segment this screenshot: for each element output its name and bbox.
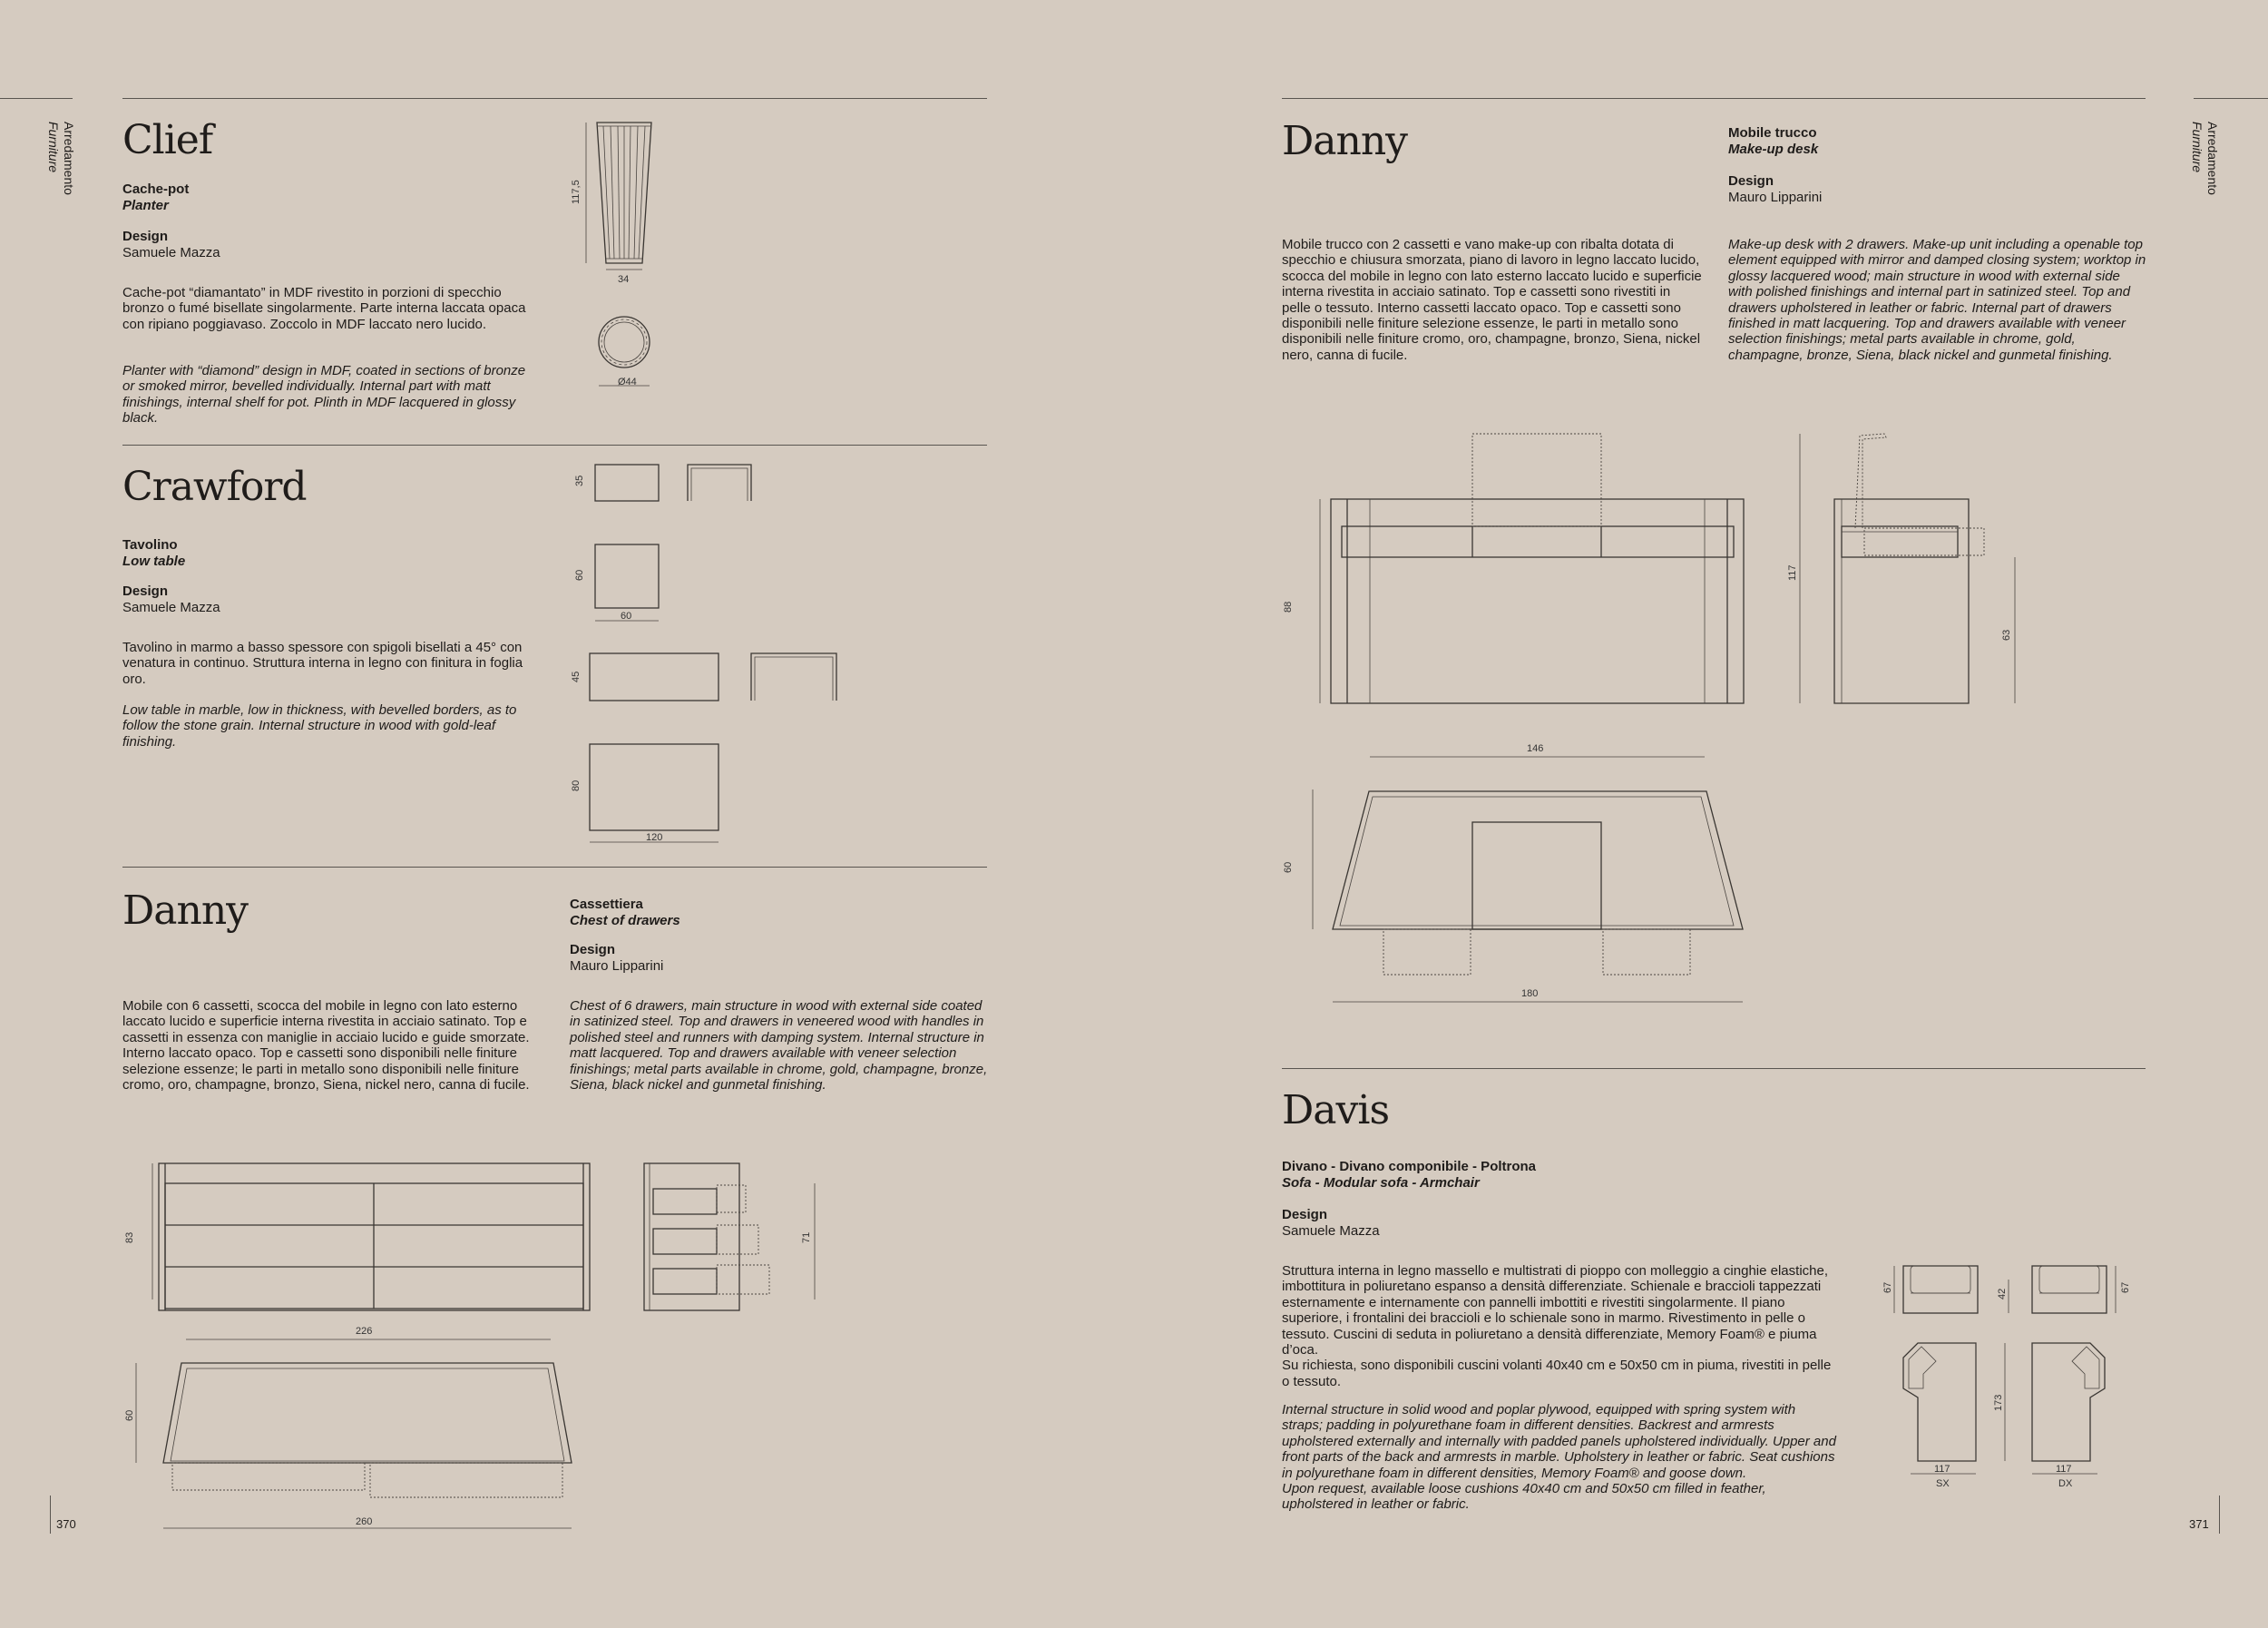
- davis-dx-label: DX: [2058, 1478, 2073, 1489]
- clief-plan: [599, 317, 650, 387]
- davis-desc-en-2: Upon request, available loose cushions 40x40 cm and 50x50 cm filled in feather, upholstered in leather or fabric.: [1282, 1481, 1766, 1513]
- clief-title: Clief: [122, 117, 213, 163]
- side-label-left: Arredamento Furniture: [46, 122, 76, 195]
- danny-desk-side-height-label: 63: [2001, 629, 2012, 641]
- danny-desk-width-label: 180: [1521, 988, 1539, 999]
- davis-desc-it-block: [1282, 1263, 1837, 1389]
- danny-desk-depth-label: 60: [1283, 861, 1294, 873]
- crawford-w1-label: 60: [621, 611, 632, 622]
- rule-crawford: [122, 445, 987, 446]
- danny-chest-height-label: 83: [124, 1231, 135, 1243]
- left-page-vline: [50, 1496, 51, 1534]
- crawford-title: Crawford: [122, 464, 307, 510]
- danny-chest-desc-it: Mobile con 6 cassetti, scocca del mobile in legno con lato esterno laccato lucido e superficie interna rivestita in acciaio satinato. Top e cassetti in essenza con maniglie in acciaio lucido e guide smorzate. Interno laccato opaco. Top e cassetti sono disponibili nelle finiture selezione essenze; le parti in metallo sono disponibili nelle finiture cromo, oro, champagne, bronzo, Siena, nickel nero, canna di fucile.: [122, 998, 530, 1094]
- davis-title: Davis: [1282, 1087, 1390, 1133]
- rule-davis: [1282, 1068, 2146, 1069]
- danny-desk-type: Mobile trucco Make-up desk: [1728, 125, 1819, 157]
- clief-design: Design Samuele Mazza: [122, 229, 220, 260]
- danny-desk-desc-en: Make-up desk with 2 drawers. Make-up unit including a openable top element equipped with mirror and damped closing system; worktop in glossy lacquered wood; main structure in wood with external side with polished finishings and internal part in satinized steel. Top and drawers upholstered in leather or fabric. Internal part of drawers finished in matt lacquering. Top and drawers available with veneer selection finishings; metal parts available in chrome, gold, champagne, bronze, Siena, black nickel and gunmetal finishing.: [1728, 237, 2146, 363]
- danny-desk-height-label: 88: [1283, 601, 1294, 613]
- page-number-left: 370: [56, 1517, 76, 1531]
- davis-desc-en: Internal structure in solid wood and poplar plywood, equipped with spring system with straps; padding in polyurethane foam in different densities. Backrest and armrests upholstered externally and internally with padded panels upholstered individually. Upper and front parts of the back and armrests in marble. Upholstery in leather or fabric. Seat cushions in polyurethane foam in different densities, Memory Foam® and goose down.: [1282, 1402, 1836, 1481]
- danny-desk-design: Design Mauro Lipparini: [1728, 173, 1823, 205]
- clief-desc-en: Planter with “diamond” design in MDF, coated in sections of bronze or smoked mirror, bevelled individually. Internal part with matt finishings, internal shelf for pot. Plinth in MDF lacquered in glossy black.: [122, 363, 526, 427]
- davis-depth-label: 173: [1993, 1394, 2004, 1411]
- danny-desk-inner-width-label: 146: [1527, 743, 1544, 754]
- davis-h1-label: 67: [1882, 1281, 1893, 1293]
- side-label-right: Arredamento Furniture: [2190, 122, 2220, 195]
- davis-h3-label: 67: [2120, 1281, 2131, 1293]
- crawford-d2-label: 80: [571, 780, 582, 791]
- crawford-design: Design Samuele Mazza: [122, 584, 220, 615]
- clief-type: Cache-pot Planter: [122, 181, 190, 213]
- page-number-right: 371: [2189, 1517, 2209, 1531]
- danny-chest-design: Design Mauro Lipparini: [570, 942, 664, 974]
- davis-type: Divano - Divano componibile - Poltrona Sofa - Modular sofa - Armchair: [1282, 1159, 1537, 1191]
- danny-chest-side-height-label: 71: [801, 1231, 812, 1243]
- danny-chest-type: Cassettiera Chest of drawers: [570, 897, 680, 928]
- crawford-type: Tavolino Low table: [122, 537, 186, 569]
- crawford-d1-label: 60: [574, 569, 585, 581]
- davis-dx-width-label: 117: [2056, 1464, 2072, 1475]
- rule-danny-chest: [122, 867, 987, 868]
- davis-h2-label: 42: [1997, 1288, 2008, 1299]
- davis-sx-label: SX: [1936, 1478, 1950, 1489]
- danny-chest-drawing: [118, 1152, 844, 1543]
- clief-desc-it: Cache-pot “diamantato” in MDF rivestito in porzioni di specchio bronzo o fumé bisellate singolarmente. Parte interna laccata opaca con ripiano poggiavaso. Zoccolo in MDF laccato nero lucido.: [122, 285, 526, 332]
- top-rule-right-margin: [2194, 98, 2268, 99]
- davis-desc-it-2: Su richiesta, sono disponibili cuscini volanti 40x40 cm e 50x50 cm in piuma, rivestiti in pelle o tessuto.: [1282, 1358, 1832, 1389]
- clief-diameter-label: Ø44: [618, 377, 637, 387]
- davis-drawing: [1878, 1252, 2141, 1506]
- danny-desk-drawing: [1275, 427, 2037, 1007]
- right-page-vline: [2219, 1496, 2220, 1534]
- danny-chest-desc-en: Chest of 6 drawers, main structure in wood with external side coated in satinized steel. Top and drawers in veneered wood with handles in polished steel and runners with damping system. Internal structure in matt lacquered. Top and drawers available with veneer selection finishings; metal parts available in chrome, gold, champagne, bronze, Siena, black nickel and gunmetal finishing.: [570, 998, 988, 1094]
- davis-desc-en-block: [1282, 1402, 1837, 1513]
- top-rule-right: [1282, 98, 2146, 99]
- danny-chest-title: Danny: [122, 888, 249, 934]
- davis-desc-it: Struttura interna in legno massello e multistrati di pioppo con molleggio a cinghie elastiche, imbottitura in poliuretano espanso a densità differenziate. Schienale e braccioli tappezzati esternamente e internamente con pannelli imbottiti e rivestiti singolarmente. Il piano superiore, i frontalini dei braccioli e lo schienale sono in marmo. Rivestimento in pelle o tessuto. Cuscini di seduta in poliuretano a densità differenziate, Memory Foam® e piuma d’oca.: [1282, 1263, 1828, 1358]
- davis-design: Design Samuele Mazza: [1282, 1207, 1380, 1239]
- top-rule-left-margin: [0, 98, 73, 99]
- crawford-drawing: [562, 454, 853, 853]
- crawford-desc-en: Low table in marble, low in thickness, with bevelled borders, as to follow the stone grain. Internal structure in wood with gold-leaf finishing.: [122, 702, 517, 750]
- danny-chest-bottom-width-label: 260: [356, 1516, 373, 1527]
- danny-chest-depth-label: 60: [124, 1409, 135, 1421]
- davis-sx-width-label: 117: [1934, 1464, 1950, 1475]
- danny-desk-desc-it: Mobile trucco con 2 cassetti e vano make-up con ribalta dotata di specchio e chiusura smorzata, piano di lavoro in legno laccato lucido, scocca del mobile in legno con lato esterno laccato lucido e superficie interna rivestita in acciaio satinato. Top e cassetti sono rivestiti in pelle o tessuto. Interno cassetti laccato opaco. Top e cassetti sono disponibili nelle finiture selezione essenze, le parti in metallo sono disponibili nelle finiture cromo, oro, champagne, bronzo, Siena, nickel nero, canna di fucile.: [1282, 237, 1702, 363]
- crawford-desc-it: Tavolino in marmo a basso spessore con spigoli bisellati a 45° con venatura in continuo. Struttura interna in legno con finitura in foglia oro.: [122, 640, 523, 687]
- top-rule-left: [122, 98, 987, 99]
- crawford-h1-label: 35: [574, 475, 585, 486]
- danny-chest-top-width-label: 226: [356, 1326, 373, 1337]
- crawford-h2-label: 45: [571, 671, 582, 682]
- danny-desk-title: Danny: [1282, 118, 1408, 164]
- clief-width-label: 34: [618, 274, 630, 285]
- clief-drawing: [562, 113, 671, 404]
- clief-elevation: [571, 123, 651, 285]
- crawford-w2-label: 120: [646, 832, 663, 843]
- clief-height-label: 117,5: [571, 180, 582, 204]
- danny-desk-open-height-label: 117: [1787, 564, 1798, 581]
